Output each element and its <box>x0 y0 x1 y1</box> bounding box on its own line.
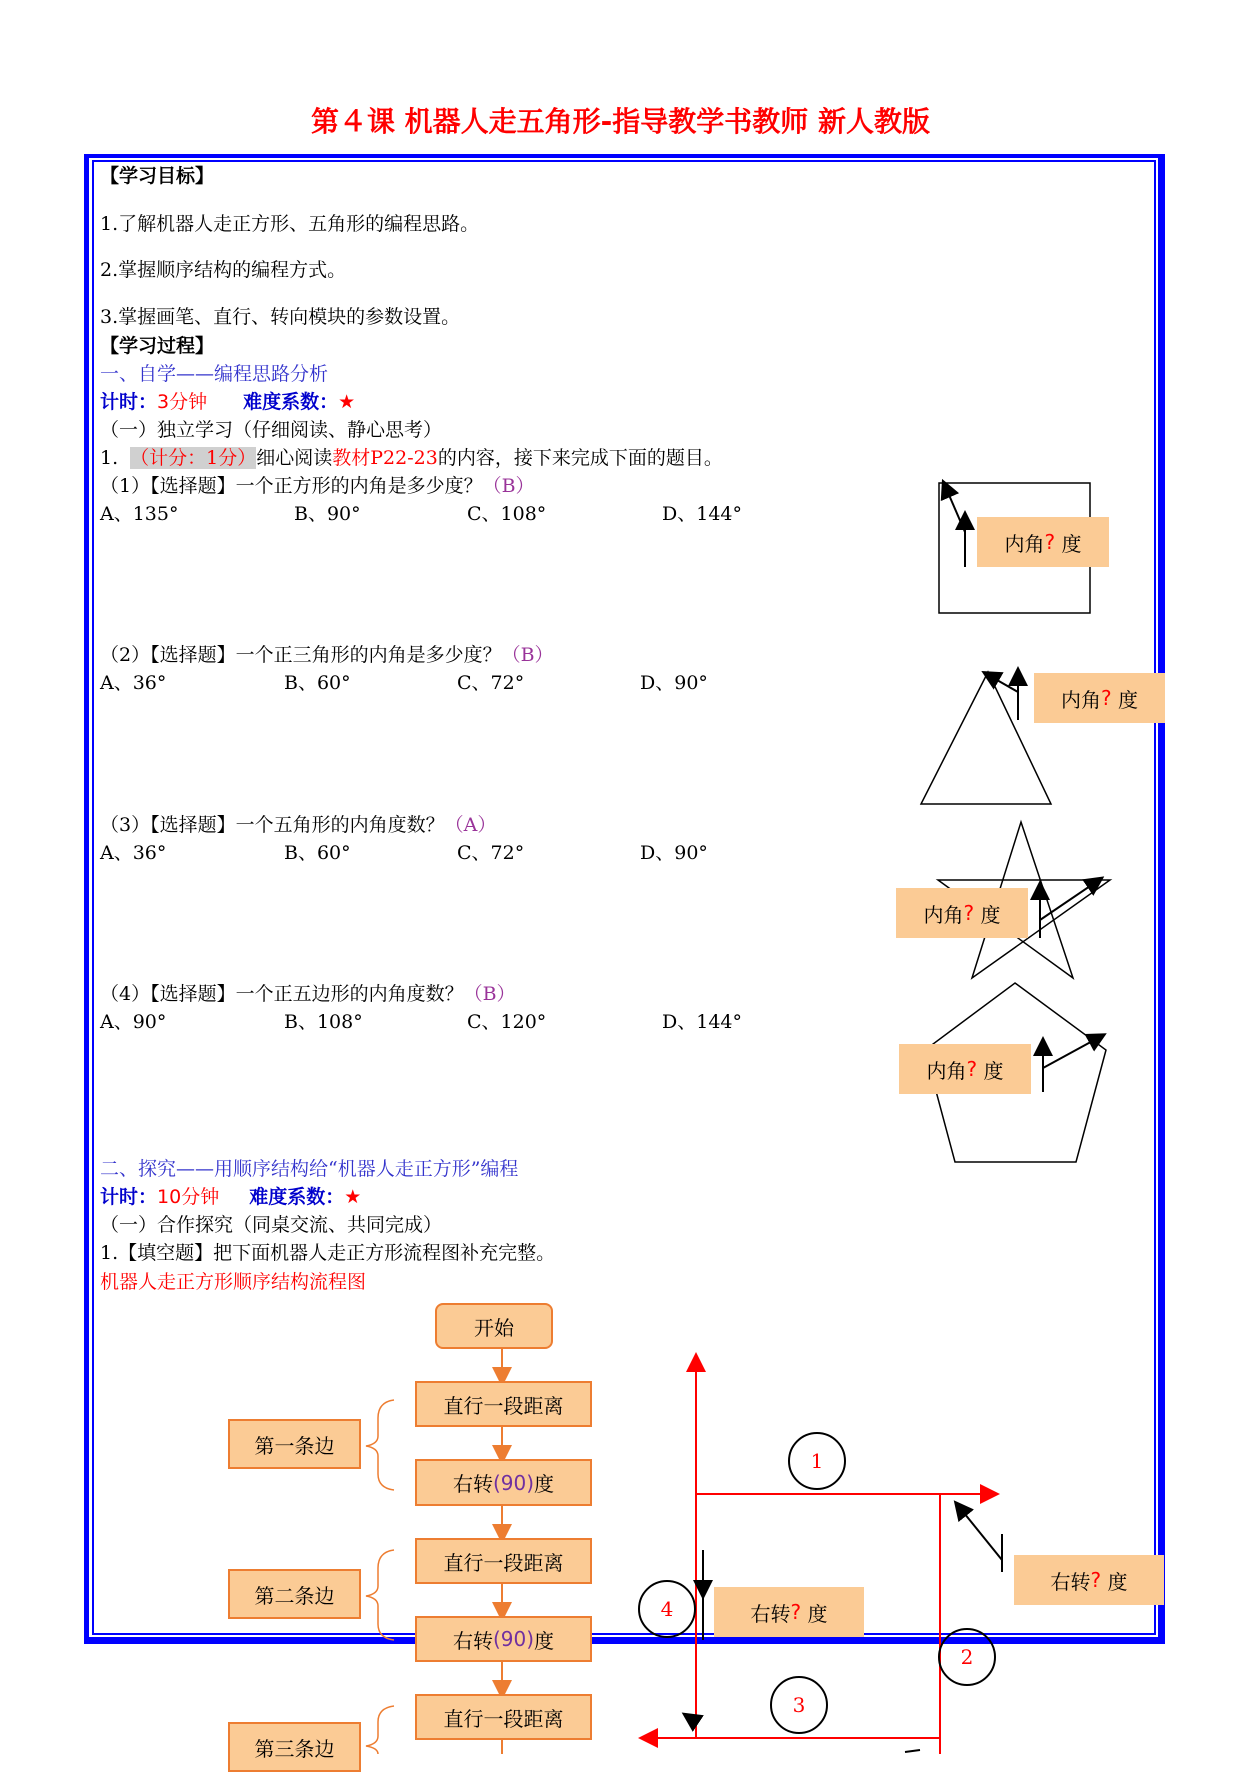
angle-label: 内角 ? 度 <box>899 1044 1031 1094</box>
goal-item: 2.掌握顺序结构的编程方式。 <box>100 259 347 281</box>
section2-title: 二、探究——用顺序结构给“机器人走正方形”编程 <box>100 1158 519 1180</box>
task-ref: 教材P22-23 <box>332 447 438 469</box>
option: A、135° <box>100 503 179 525</box>
timer-value: 3分钟 <box>157 391 208 413</box>
flow-forward: 直行一段距离 <box>415 1538 592 1584</box>
step-number: 2 <box>938 1628 996 1686</box>
question-stem: （1）【选择题】一个正方形的内角是多少度？（B） <box>100 475 535 497</box>
option: B、108° <box>284 1011 363 1033</box>
step-number: 4 <box>638 1580 696 1638</box>
angle-label: 内角 ? 度 <box>896 888 1028 938</box>
option: D、144° <box>662 1011 742 1033</box>
turn-arrow <box>1040 882 1096 920</box>
option: A、90° <box>100 1011 167 1033</box>
flow-forward: 直行一段距离 <box>415 1381 592 1427</box>
flow-turn: 右转 (90) 度 <box>415 1459 592 1506</box>
option: A、36° <box>100 842 167 864</box>
option: B、60° <box>284 842 351 864</box>
option: C、72° <box>457 842 525 864</box>
edge-label: 第一条边 <box>228 1419 361 1469</box>
option: B、90° <box>294 503 361 525</box>
angle-label: 内角 ? 度 <box>977 517 1109 567</box>
star-icon: ★ <box>344 1186 362 1208</box>
page-title: 第４课 机器人走五角形-指导教学书教师 新人教版 <box>310 105 931 138</box>
question-stem: （2）【选择题】一个正三角形的内角是多少度？（B） <box>100 644 554 666</box>
section2-timer: 计时：10分钟 难度系数：★ <box>100 1186 362 1208</box>
flow-forward: 直行一段距离 <box>415 1694 592 1740</box>
task-text: 的内容，接下来完成下面的题目。 <box>437 447 723 469</box>
option: C、108° <box>467 503 547 525</box>
goals-heading: 【学习目标】 <box>100 165 215 187</box>
goal-item: 3.掌握画笔、直行、转向模块的参数设置。 <box>100 306 461 328</box>
task-text: 细心阅读 <box>256 447 333 469</box>
task-num: 1. <box>100 447 119 469</box>
question-stem: （4）【选择题】一个正五边形的内角度数？（B） <box>100 983 516 1005</box>
option: D、90° <box>640 842 708 864</box>
flow-turn: 右转 (90) 度 <box>415 1616 592 1662</box>
step-number: 1 <box>788 1432 846 1490</box>
turn-arrow <box>946 488 965 532</box>
edge-label: 第二条边 <box>228 1569 361 1619</box>
star-icon: ★ <box>338 391 356 413</box>
triangle-shape <box>921 672 1051 804</box>
option: C、120° <box>467 1011 547 1033</box>
flow-title: 机器人走正方形顺序结构流程图 <box>100 1271 367 1293</box>
task-score: （计分：1分） <box>130 447 257 469</box>
edge-label: 第三条边 <box>228 1722 361 1772</box>
angle-label: 内角 ? 度 <box>1034 673 1165 723</box>
flow-start: 开始 <box>435 1303 553 1349</box>
section1-sub: （一）独立学习（仔细阅读、静心思考） <box>100 419 443 441</box>
option: A、36° <box>100 672 167 694</box>
question-stem: （3）【选择题】一个五角形的内角度数？（A） <box>100 814 497 836</box>
timer-label: 计时： <box>100 391 158 413</box>
section1-title: 一、自学——编程思路分析 <box>100 363 329 385</box>
section2-sub: （一）合作探究（同桌交流、共同完成） <box>100 1214 443 1236</box>
goal-item: 1.了解机器人走正方形、五角形的编程思路。 <box>100 213 480 235</box>
option: B、60° <box>284 672 351 694</box>
turn-label: 右转 ? 度 <box>714 1587 864 1637</box>
option: D、90° <box>640 672 708 694</box>
option: D、144° <box>662 503 742 525</box>
section2-task: 1.【填空题】把下面机器人走正方形流程图补充完整。 <box>100 1242 556 1264</box>
turn-label: 右转 ? 度 <box>1014 1555 1164 1605</box>
difficulty-label: 难度系数： <box>243 391 339 413</box>
turn-arrow <box>1043 1038 1098 1068</box>
step-number: 3 <box>770 1676 828 1734</box>
process-heading: 【学习过程】 <box>100 335 215 357</box>
option: C、72° <box>457 672 525 694</box>
